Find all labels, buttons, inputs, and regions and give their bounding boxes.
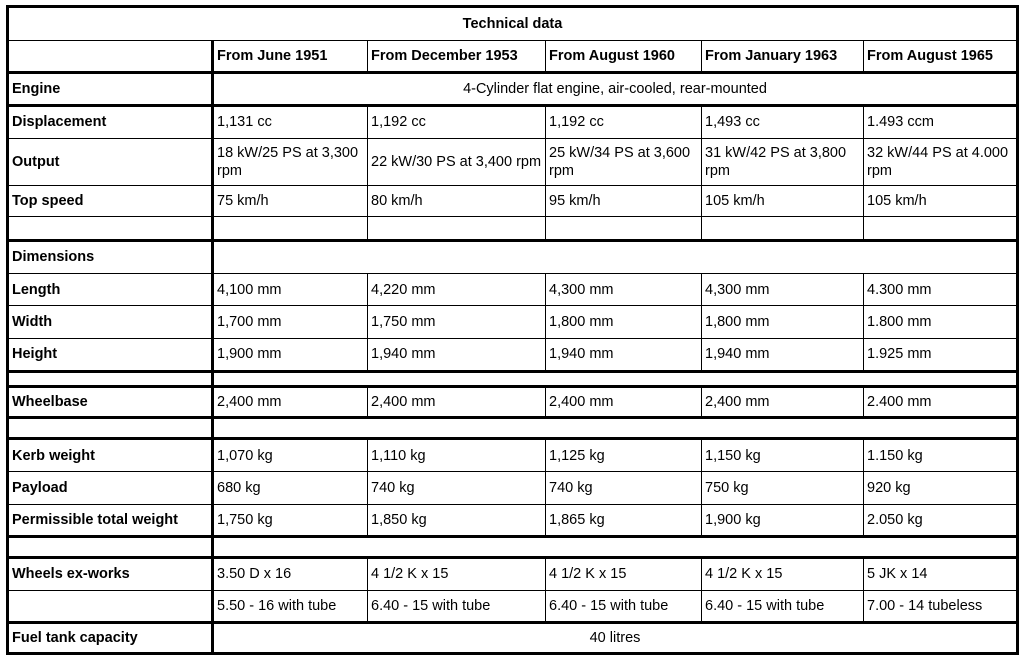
row-label-dimensions: Dimensions <box>8 241 213 274</box>
empty-cell <box>213 537 1018 557</box>
table-cell: 80 km/h <box>368 185 546 216</box>
table-cell: 740 kg <box>546 471 702 504</box>
table-cell: 1,900 mm <box>213 339 368 372</box>
length-row <box>8 273 1018 306</box>
spacer-row <box>8 417 1018 438</box>
table-cell: 1,850 kg <box>368 504 546 537</box>
empty-cell <box>702 216 864 241</box>
empty-cell <box>8 590 213 623</box>
table-cell: 750 kg <box>702 471 864 504</box>
table-cell: 6.40 - 15 with tube <box>368 590 546 623</box>
column-header: From August 1965 <box>864 40 1018 73</box>
height-row <box>8 339 1018 372</box>
table-cell: 2,400 mm <box>546 387 702 418</box>
table-cell: 31 kW/42 PS at 3,800 rpm <box>702 138 864 185</box>
displacement-row <box>8 106 1018 139</box>
engine-row <box>8 73 1018 106</box>
column-header: From January 1963 <box>702 40 864 73</box>
row-label-top-speed: Top speed <box>8 185 213 216</box>
title-row <box>8 7 1018 41</box>
row-label-kerb-weight: Kerb weight <box>8 439 213 472</box>
table-cell: 1,110 kg <box>368 439 546 472</box>
spacer-row <box>8 216 1018 241</box>
table-cell: 1,940 mm <box>368 339 546 372</box>
table-cell: 1.493 ccm <box>864 106 1018 139</box>
table-cell: 1,940 mm <box>546 339 702 372</box>
column-header: From June 1951 <box>213 40 368 73</box>
table-cell: 4.300 mm <box>864 273 1018 306</box>
payload-row <box>8 471 1018 504</box>
table-cell: 920 kg <box>864 471 1018 504</box>
table-cell: 1,865 kg <box>546 504 702 537</box>
table-cell: 7.00 - 14 tubeless <box>864 590 1018 623</box>
tyres-row <box>8 590 1018 623</box>
row-label-fuel: Fuel tank capacity <box>8 623 213 654</box>
table-cell: 1,493 cc <box>702 106 864 139</box>
table-cell: 1,940 mm <box>702 339 864 372</box>
table-cell: 2.050 kg <box>864 504 1018 537</box>
width-row <box>8 306 1018 339</box>
empty-cell <box>864 216 1018 241</box>
table-cell: 18 kW/25 PS at 3,300 rpm <box>213 138 368 185</box>
table-cell: 1,192 cc <box>546 106 702 139</box>
header-empty-cell <box>8 40 213 73</box>
table-cell: 740 kg <box>368 471 546 504</box>
spacer-row <box>8 371 1018 386</box>
row-label-wheelbase: Wheelbase <box>8 387 213 418</box>
empty-cell <box>213 417 1018 438</box>
table-cell: 105 km/h <box>864 185 1018 216</box>
row-label-displacement: Displacement <box>8 106 213 139</box>
table-cell: 1,150 kg <box>702 439 864 472</box>
table-cell: 6.40 - 15 with tube <box>546 590 702 623</box>
table-cell: 4,100 mm <box>213 273 368 306</box>
table-cell: 4 1/2 K x 15 <box>368 557 546 590</box>
table-cell: 1,070 kg <box>213 439 368 472</box>
empty-cell <box>213 371 1018 386</box>
table-cell: 1.800 mm <box>864 306 1018 339</box>
kerb-weight-row <box>8 439 1018 472</box>
table-cell: 4,300 mm <box>702 273 864 306</box>
table-cell: 25 kW/34 PS at 3,600 rpm <box>546 138 702 185</box>
row-label-length: Length <box>8 273 213 306</box>
table-cell: 95 km/h <box>546 185 702 216</box>
column-header: From December 1953 <box>368 40 546 73</box>
wheels-row <box>8 557 1018 590</box>
table-cell: 1,900 kg <box>702 504 864 537</box>
top-speed-row <box>8 185 1018 216</box>
empty-cell <box>213 216 368 241</box>
table-cell: 1,750 kg <box>213 504 368 537</box>
dimensions-row <box>8 241 1018 274</box>
row-label-wheels: Wheels ex-works <box>8 557 213 590</box>
output-row <box>8 138 1018 185</box>
table-cell: 2,400 mm <box>368 387 546 418</box>
fuel-value: 40 litres <box>213 623 1018 654</box>
table-cell: 1,700 mm <box>213 306 368 339</box>
column-header: From August 1960 <box>546 40 702 73</box>
empty-cell <box>8 537 213 557</box>
table-cell: 5 JK x 14 <box>864 557 1018 590</box>
table-cell: 75 km/h <box>213 185 368 216</box>
table-cell: 3.50 D x 16 <box>213 557 368 590</box>
total-weight-row <box>8 504 1018 537</box>
empty-cell <box>213 241 1018 274</box>
table-cell: 2,400 mm <box>213 387 368 418</box>
table-cell: 2,400 mm <box>702 387 864 418</box>
table-cell: 4 1/2 K x 15 <box>546 557 702 590</box>
table-cell: 5.50 - 16 with tube <box>213 590 368 623</box>
technical-data-table <box>6 5 1019 655</box>
row-label-width: Width <box>8 306 213 339</box>
table-cell: 1,192 cc <box>368 106 546 139</box>
row-label-total-weight: Permissible total weight <box>8 504 213 537</box>
table-cell: 1,131 cc <box>213 106 368 139</box>
empty-cell <box>8 371 213 386</box>
table-cell: 4,300 mm <box>546 273 702 306</box>
table-cell: 680 kg <box>213 471 368 504</box>
table-cell: 6.40 - 15 with tube <box>702 590 864 623</box>
row-label-engine: Engine <box>8 73 213 106</box>
engine-value: 4-Cylinder flat engine, air-cooled, rear-mounted <box>213 73 1018 106</box>
table-cell: 1.150 kg <box>864 439 1018 472</box>
table-cell: 1,125 kg <box>546 439 702 472</box>
wheelbase-row <box>8 387 1018 418</box>
table-cell: 1,800 mm <box>702 306 864 339</box>
table-cell: 4 1/2 K x 15 <box>702 557 864 590</box>
fuel-row <box>8 623 1018 654</box>
table-cell: 22 kW/30 PS at 3,400 rpm <box>368 138 546 185</box>
empty-cell <box>546 216 702 241</box>
empty-cell <box>8 417 213 438</box>
table-cell: 4,220 mm <box>368 273 546 306</box>
table-cell: 105 km/h <box>702 185 864 216</box>
table-cell: 32 kW/44 PS at 4.000 rpm <box>864 138 1018 185</box>
empty-cell <box>368 216 546 241</box>
table-cell: 1,800 mm <box>546 306 702 339</box>
empty-cell <box>8 216 213 241</box>
row-label-payload: Payload <box>8 471 213 504</box>
spacer-row <box>8 537 1018 557</box>
header-row <box>8 40 1018 73</box>
table-cell: 1.925 mm <box>864 339 1018 372</box>
row-label-height: Height <box>8 339 213 372</box>
table-cell: 2.400 mm <box>864 387 1018 418</box>
row-label-output: Output <box>8 138 213 185</box>
table-title: Technical data <box>8 7 1018 41</box>
table-cell: 1,750 mm <box>368 306 546 339</box>
